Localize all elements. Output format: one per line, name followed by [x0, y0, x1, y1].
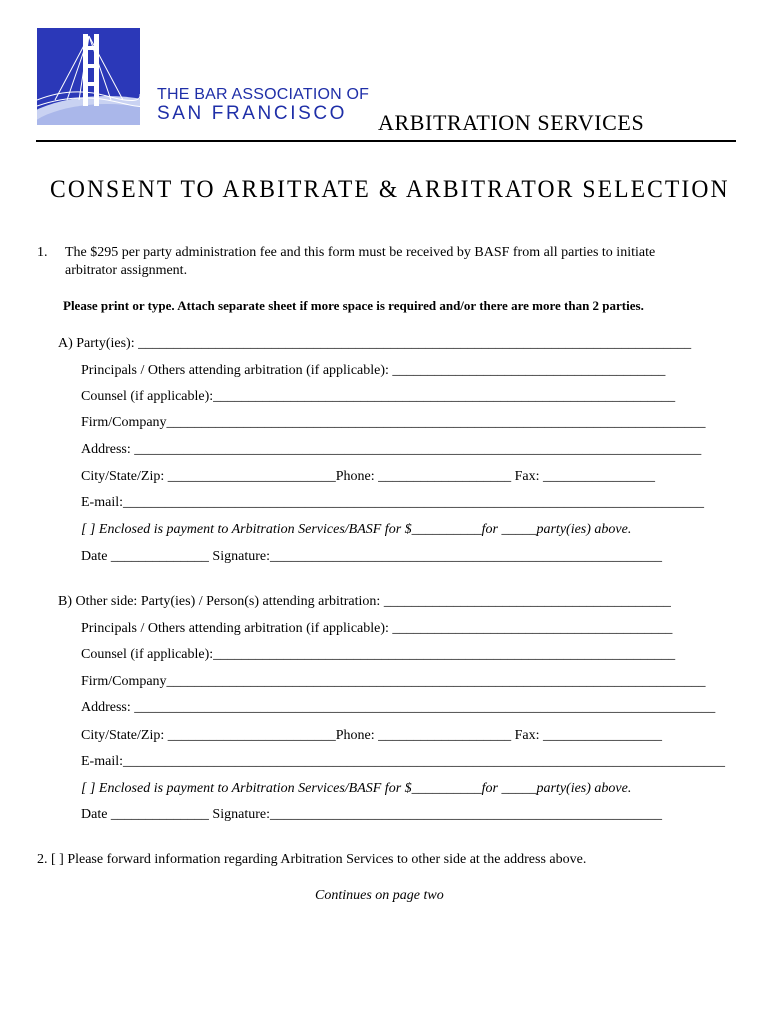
section-a-email-field[interactable]: E-mail:___________________________________________________________________________________: [81, 495, 704, 510]
section-a-payment-checkbox[interactable]: [ ] Enclosed is payment to Arbitration Services/BASF for $__________for _____party(ies) above.: [81, 522, 632, 537]
section-a-city-phone-fax-field[interactable]: City/State/Zip: ________________________Phone: ___________________ Fax: ________________: [81, 469, 655, 484]
section-a-counsel-field[interactable]: Counsel (if applicable):__________________________________________________________________: [81, 389, 676, 404]
item1-text-line1: The $295 per party administration fee and this form must be received by BASF from all parties to initiate: [65, 245, 656, 260]
section-b-counsel-field[interactable]: Counsel (if applicable):__________________________________________________________________: [81, 647, 676, 662]
golden-gate-bridge-icon: [37, 28, 140, 125]
section-b-payment-checkbox[interactable]: [ ] Enclosed is payment to Arbitration Services/BASF for $__________for _____party(ies) above.: [81, 781, 632, 796]
section-b-principals-field[interactable]: Principals / Others attending arbitration (if applicable): ________________________________________: [81, 621, 673, 636]
section-a-party-field[interactable]: A) Party(ies): _______________________________________________________________________________: [58, 336, 692, 351]
org-name-line2: SAN FRANCISCO: [157, 103, 348, 124]
section-b-party-field[interactable]: B) Other side: Party(ies) / Person(s) attending arbitration: _________________________________________: [58, 594, 671, 609]
instructions: Please print or type. Attach separate sheet if more space is required and/or there are more than 2 parties.: [63, 298, 644, 313]
section-b-city-phone-fax-field[interactable]: City/State/Zip: ________________________Phone: ___________________ Fax: _________________: [81, 728, 662, 743]
section-a-principals-field[interactable]: Principals / Others attending arbitration (if applicable): _______________________________________: [81, 363, 666, 378]
section-b-address-field[interactable]: Address: ___________________________________________________________________________________: [81, 700, 716, 715]
section-b-firm-field[interactable]: Firm/Company_____________________________________________________________________________: [81, 674, 706, 689]
continuation-note: Continues on page two: [315, 888, 444, 903]
section-b-email-field[interactable]: E-mail:______________________________________________________________________________________: [81, 754, 725, 769]
section-b-date-signature-field[interactable]: Date ______________ Signature:________________________________________________________: [81, 807, 662, 822]
department-heading: ARBITRATION SERVICES: [378, 110, 645, 135]
section-a-date-signature-field[interactable]: Date ______________ Signature:________________________________________________________: [81, 549, 662, 564]
org-name-line1: THE BAR ASSOCIATION OF: [157, 86, 370, 103]
section-a-firm-field[interactable]: Firm/Company_____________________________________________________________________________: [81, 415, 706, 430]
form-title: CONSENT TO ARBITRATE & ARBITRATOR SELECTION: [50, 176, 730, 203]
header-divider: [36, 140, 736, 142]
item2-forward-checkbox[interactable]: 2. [ ] Please forward information regarding Arbitration Services to other side at the address above.: [37, 852, 587, 867]
section-a-address-field[interactable]: Address: _________________________________________________________________________________: [81, 442, 702, 457]
basf-logo: [37, 28, 140, 125]
item1-number: 1.: [37, 245, 48, 260]
item1-text-line2: arbitrator assignment.: [65, 263, 188, 278]
